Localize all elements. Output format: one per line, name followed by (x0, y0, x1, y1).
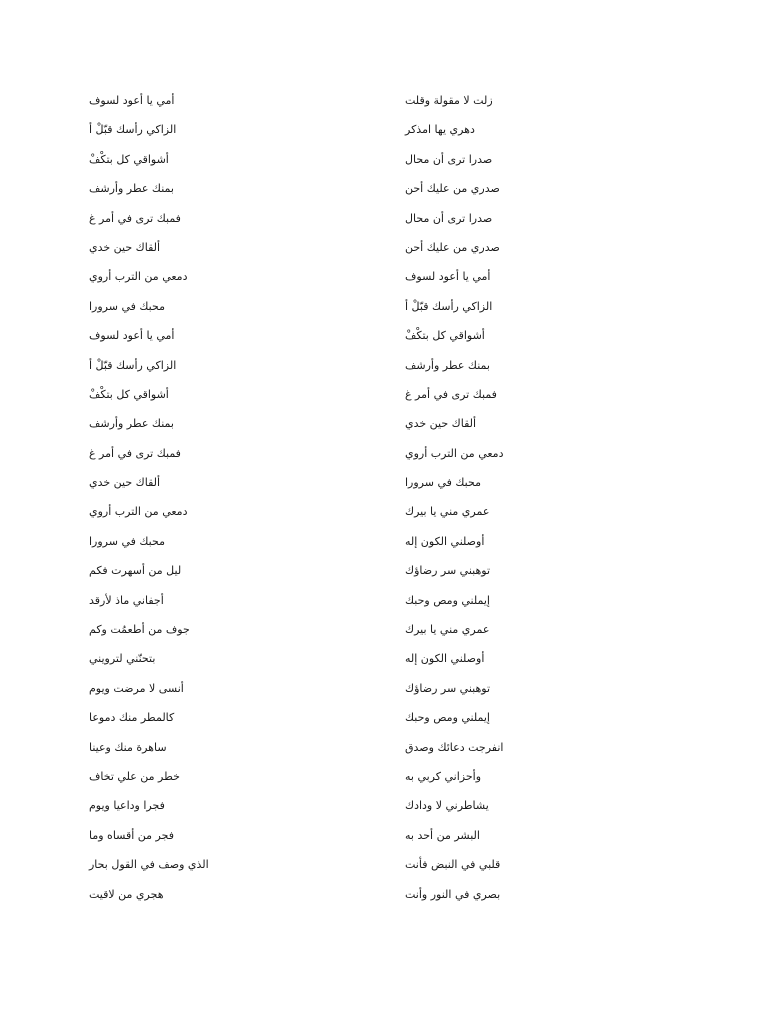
right-column-line: دهري يها امذكر (405, 123, 475, 137)
left-column-line: أمي يا أعود لسوف (89, 94, 175, 107)
right-column-line: محبك في سرورا (405, 476, 481, 490)
left-column-line: فجر من أقساه وما (89, 828, 174, 842)
right-column-line: فمبك ترى في أمر غ (405, 387, 497, 401)
left-column-line: بمنك عطر وأرشف (89, 417, 174, 431)
left-column-line: أشواقي كل بتكْفْ (89, 152, 169, 166)
right-column-line: قلبي في النبض فأنت (405, 858, 501, 872)
left-column-line: دمعي من الترب أروي (89, 270, 188, 284)
left-column-line: الزاكي رأسك قبّلْ أ (89, 358, 177, 372)
right-column-line: صدرا ترى أن محال (405, 211, 493, 225)
left-column-line: جوف من أطعمُت وكم (89, 623, 190, 637)
right-column-line: صدري من عليك أحن (405, 182, 500, 196)
left-column-line: بمنك عطر وأرشف (89, 182, 174, 196)
right-column-line: صدري من عليك أحن (405, 240, 500, 254)
right-column-line: دمعي من الترب أروي (405, 446, 504, 460)
right-column-line: زلت لا مقولة وقلت (405, 94, 493, 107)
right-column-line: صدرا ترى أن محال (405, 152, 493, 166)
right-column-line: توهبني سر رضاؤك (405, 681, 491, 695)
right-column-line: إيملني ومص وحبك (405, 593, 490, 607)
right-column-line: أوصلني الكون إله (405, 652, 485, 666)
left-column-line: هجري من لاقيت (89, 887, 164, 901)
left-column-line: فجرا وداعيا ويوم (89, 799, 165, 813)
right-column-line: عمري مني يا بيرك (405, 623, 490, 637)
left-column-line: الزاكي رأسك قبّلْ أ (89, 123, 177, 137)
right-column-line: وأحزاني كربي به (405, 769, 482, 783)
right-column-line: يشاطرني لا ودادك (405, 799, 489, 813)
left-column-line: فمبك ترى في أمر غ (89, 211, 181, 225)
left-column-line: ساهرة منك وعينا (89, 740, 167, 754)
right-column-line: توهبني سر رضاؤك (405, 564, 491, 578)
right-column-line: الزاكي رأسك قبّلْ أ (405, 299, 493, 313)
left-column-line: ليل من أسهرت فكم (89, 564, 182, 578)
left-column-line: فمبك ترى في أمر غ (89, 446, 181, 460)
right-column-line: ألقاك حين خدي (405, 417, 477, 431)
left-column-line: دمعي من الترب أروي (89, 505, 188, 519)
right-column-line: أشواقي كل بتكْفْ (405, 329, 485, 343)
right-column-line: عمري مني يا بيرك (405, 505, 490, 519)
right-column-line: انفرجت دعائك وصدق (405, 740, 504, 754)
left-column-line: ألقاك حين خدي (89, 476, 161, 490)
right-column-line: البشر من أحد به (405, 828, 480, 842)
left-column-line: بتحنّني لترويني (89, 652, 156, 666)
left-column-line: خطر من علي تخاف (89, 769, 180, 783)
left-column-line: أمي يا أعود لسوف (89, 329, 175, 343)
right-column-line: إيملني ومص وحبك (405, 711, 490, 725)
right-column-line: أمي يا أعود لسوف (405, 270, 491, 284)
right-column-line: أوصلني الكون إله (405, 534, 485, 548)
left-column-line: كالمطر منك دموعا (89, 711, 175, 725)
left-column-line: أشواقي كل بتكْفْ (89, 387, 169, 401)
right-column-line: بصري في النور وأنت (405, 887, 501, 901)
left-column-line: الذي وصف في القول بحار (89, 858, 209, 872)
left-column (89, 88, 289, 911)
left-column-line: محبك في سرورا (89, 299, 165, 313)
right-column-line: بمنك عطر وأرشف (405, 358, 490, 372)
left-column-line: أنسى لا مرضت ويوم (89, 681, 184, 695)
left-column-line: محبك في سرورا (89, 534, 165, 548)
left-column-line: أجفاني ماذ لأرقد (89, 593, 164, 607)
left-column-line: ألقاك حين خدي (89, 240, 161, 254)
right-column (405, 88, 605, 911)
